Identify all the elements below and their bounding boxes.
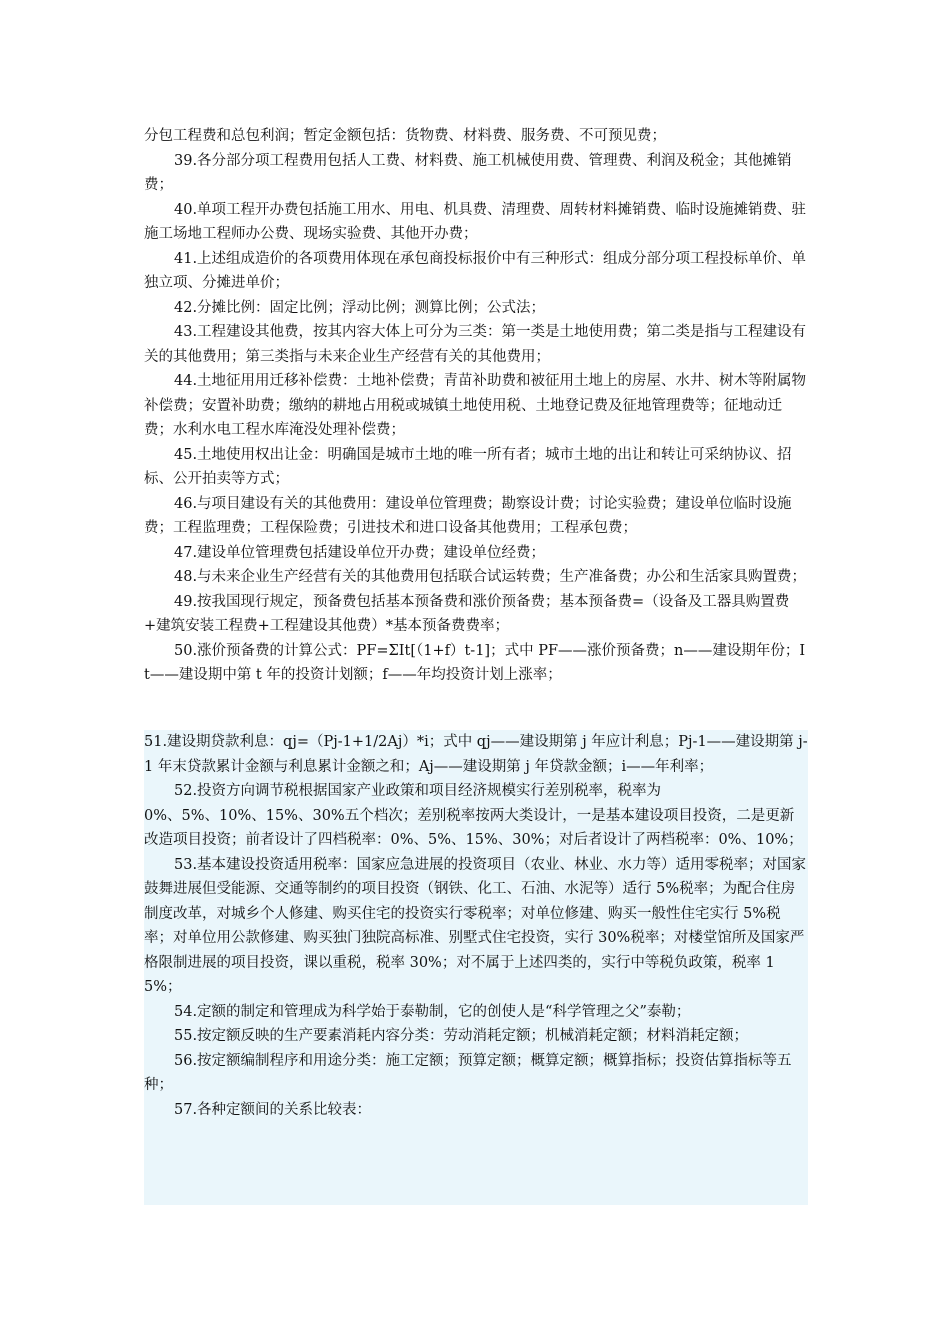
paragraph-50: 50.涨价预备费的计算公式：PF=ΣIt[（1+f）t-1]；式中 PF——涨价预备费；n——建设期年份；It——建设期中第 t 年的投资计划额；f——年均投资计划上涨率；: [144, 642, 806, 683]
paragraph-41: 41.上述组成造价的各项费用体现在承包商投标报价中有三种形式：组成分部分项工程投标单价、单独立项、分摊进单价；: [144, 250, 807, 291]
paragraph-39: 39.各分部分项工程费用包括人工费、材料费、施工机械使用费、管理费、利润及税金；其他摊销费；: [144, 152, 792, 193]
paragraph-47: 47.建设单位管理费包括建设单位开办费；建设单位经费；: [174, 544, 546, 561]
paragraph-52-continued: 0%、5%、10%、15%、30%五个档次；差别税率按两大类设计，一是基本建设项目投资，二是更新改造项目投资；前者设计了四档税率：0%、5%、15%、30%；对后者设计了两档税率：0%、10%；: [144, 807, 803, 848]
paragraph-continuation: 分包工程费和总包利润；暂定金额包括：货物费、材料费、服务费、不可预见费；: [144, 128, 666, 144]
paragraph-53: 53.基本建设投资适用税率：国家应急进展的投资项目（农业、林业、水力等）适用零税率；对国家鼓舞进展但受能源、交通等制约的项目投资（钢铁、化工、石油、水泥等）适行 5%税率；为配合住房制度改革，对城乡个人修建、购买住宅的投资实行零税率；对单位修建、购买一般性住宅实行 5%税率；对单位用公款修建、购买独门独院高标准、别墅式住宅投资，实行 30%税率；对楼堂馆所及国家严格限制进展的项目投资，课以重税，税率 30%；对不属于上述四类的，实行中等税负政策，税率 15%；: [144, 856, 807, 995]
top-text-block: [144, 124, 808, 688]
paragraph-54: 54.定额的制定和管理成为科学始于泰勒制，它的创使人是“科学管理之父”泰勒；: [174, 1003, 691, 1020]
paragraph-49: 49.按我国现行规定，预备费包括基本预备费和涨价预备费；基本预备费=（设备及工器具购置费+建筑安装工程费+工程建设其他费）*基本预备费费率；: [144, 593, 790, 634]
paragraph-46: 46.与项目建设有关的其他费用：建设单位管理费；勘察设计费；讨论实验费；建设单位临时设施费；工程监理费；工程保险费；引进技术和进口设备其他费用；工程承包费；: [144, 495, 792, 536]
paragraph-51: 51.建设期贷款利息：qj=（Pj-1+1/2Aj）*i；式中 qj——建设期第 j 年应计利息；Pj-1——建设期第 j-1 年末贷款累计金额与利息累计金额之和；Aj——建设期第 j 年贷款金额；i——年利率；: [144, 734, 808, 775]
paragraph-42: 42.分摊比例：固定比例；浮动比例；测算比例；公式法；: [174, 299, 546, 316]
paragraph-45: 45.土地使用权出让金：明确国是城市土地的唯一所有者；城市土地的出让和转让可采纳协议、招标、公开拍卖等方式；: [144, 446, 792, 487]
paragraph-44: 44.土地征用用迁移补偿费：土地补偿费；青苗补助费和被征用土地上的房屋、水井、树木等附属物补偿费；安置补助费；缴纳的耕地占用税或城镇土地使用税、土地登记费及征地管理费等；征地动迁费；水利水电工程水库淹没处理补偿费；: [144, 373, 807, 438]
paragraph-43: 43.工程建设其他费，按其内容大体上可分为三类：第一类是土地使用费；第二类是指与工程建设有关的其他费用；第三类指与未来企业生产经营有关的其他费用；: [144, 324, 807, 365]
paragraph-48: 48.与未来企业生产经营有关的其他费用包括联合试运转费；生产准备费；办公和生活家具购置费；: [174, 569, 807, 585]
paragraph-55: 55.按定额反映的生产要素消耗内容分类：劳动消耗定额；机械消耗定额；材料消耗定额；: [174, 1028, 749, 1044]
paragraph-52: 52.投资方向调节税根据国家产业政策和项目经济规模实行差别税率，税率为: [174, 783, 662, 799]
paragraph-57: 57.各种定额间的关系比较表：: [174, 1101, 372, 1118]
paragraph-56: 56.按定额编制程序和用途分类：施工定额；预算定额；概算定额；概算指标；投资估算指标等五种；: [144, 1052, 792, 1093]
highlighted-text-block: [144, 730, 808, 1205]
paragraph-40: 40.单项工程开办费包括施工用水、用电、机具费、清理费、周转材料摊销费、临时设施摊销费、驻施工场地工程师办公费、现场实验费、其他开办费；: [144, 201, 807, 242]
